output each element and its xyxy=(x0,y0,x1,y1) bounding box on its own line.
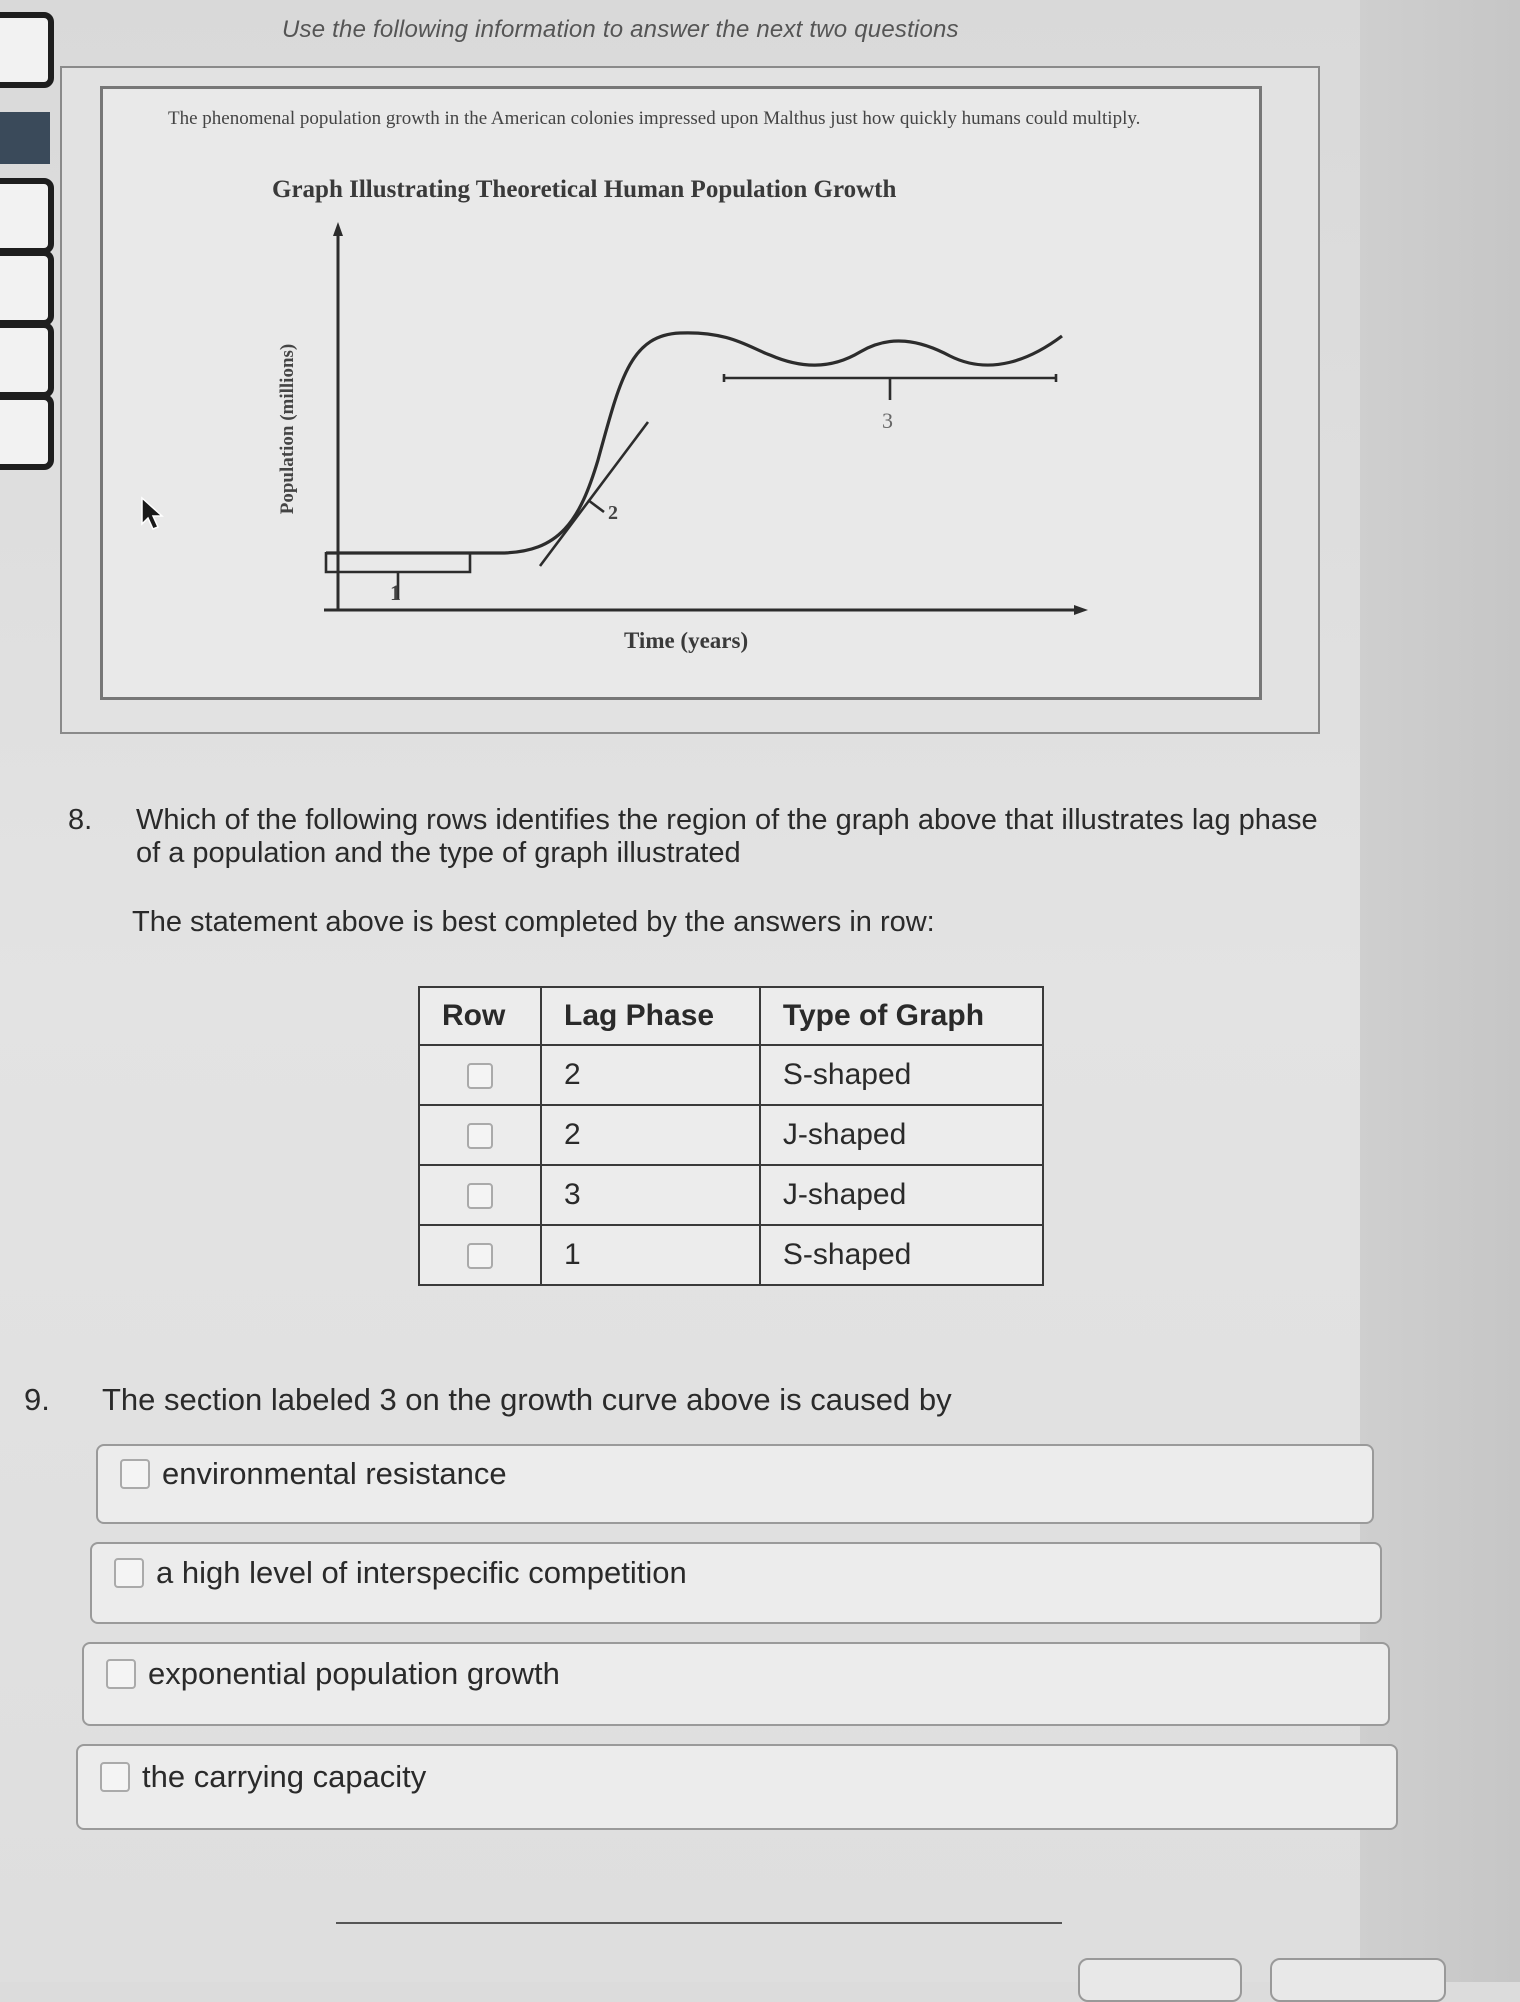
nav-button[interactable] xyxy=(1078,1958,1242,2002)
header-row: Row xyxy=(419,987,541,1045)
row-select-cell[interactable] xyxy=(419,1045,541,1105)
checkbox-icon[interactable] xyxy=(106,1659,136,1689)
row-select-cell[interactable] xyxy=(419,1105,541,1165)
table-row xyxy=(419,1165,1043,1225)
graph-type-cell: S-shaped xyxy=(760,1225,1043,1285)
growth-curve-graph xyxy=(0,0,1520,760)
table-row xyxy=(419,1105,1043,1165)
bracket-region-2 xyxy=(540,422,648,566)
checkbox-icon[interactable] xyxy=(114,1558,144,1588)
lag-phase-cell: 2 xyxy=(541,1105,760,1165)
graph-type-cell: S-shaped xyxy=(760,1045,1043,1105)
checkbox-icon[interactable] xyxy=(120,1459,150,1489)
population-curve xyxy=(326,333,1062,553)
option-label: the carrying capacity xyxy=(142,1759,427,1794)
x-axis-arrow xyxy=(1074,605,1088,615)
option-carrying-capacity[interactable] xyxy=(76,1744,1398,1830)
nav-button[interactable] xyxy=(1270,1958,1446,2002)
arrow-cursor-icon xyxy=(138,496,168,532)
lag-phase-cell: 1 xyxy=(541,1225,760,1285)
graph-x-label: Time (years) xyxy=(624,628,749,653)
region-label-1: 1 xyxy=(390,580,401,605)
option-interspecific-competition[interactable] xyxy=(90,1542,1382,1624)
table-row xyxy=(419,1225,1043,1285)
option-environmental-resistance[interactable] xyxy=(96,1444,1374,1524)
lag-phase-cell: 3 xyxy=(541,1165,760,1225)
region-label-3: 3 xyxy=(882,408,893,433)
option-label: exponential population growth xyxy=(148,1656,560,1691)
intro-instruction: Use the following information to answer the next two questions xyxy=(282,16,959,43)
header-lag-phase: Lag Phase xyxy=(541,987,760,1045)
table-header-row xyxy=(419,987,1043,1045)
question-9-number: 9. xyxy=(24,1382,50,1417)
question-9-text: The section labeled 3 on the growth curve above is caused by xyxy=(102,1382,952,1417)
divider-line xyxy=(336,1922,1062,1924)
graph-y-label: Population (millions) xyxy=(277,343,298,515)
y-axis-arrow xyxy=(333,222,343,236)
graph-type-cell: J-shaped xyxy=(760,1105,1043,1165)
option-label: a high level of interspecific competition xyxy=(156,1555,687,1590)
checkbox-icon[interactable] xyxy=(467,1243,493,1269)
checkbox-icon[interactable] xyxy=(467,1063,493,1089)
row-select-cell[interactable] xyxy=(419,1165,541,1225)
bracket-region-1 xyxy=(326,552,470,572)
question-8-number: 8. xyxy=(68,804,93,836)
table-row xyxy=(419,1045,1043,1105)
checkbox-icon[interactable] xyxy=(467,1123,493,1149)
lag-phase-cell: 2 xyxy=(541,1045,760,1105)
region-label-2: 2 xyxy=(608,502,618,524)
option-exponential-growth[interactable] xyxy=(82,1642,1390,1726)
bracket-region-2-tick xyxy=(588,500,604,512)
checkbox-icon[interactable] xyxy=(100,1762,130,1792)
question-8-text: Which of the following rows identifies the region of the graph above that illustrates lag phase of a population and the type of graph illustrated xyxy=(136,804,1318,869)
graph-title: Graph Illustrating Theoretical Human Population Growth xyxy=(272,176,897,203)
graph-type-cell: J-shaped xyxy=(760,1165,1043,1225)
row-select-cell[interactable] xyxy=(419,1225,541,1285)
option-label: environmental resistance xyxy=(162,1456,507,1491)
question-8-subtext: The statement above is best completed by the answers in row: xyxy=(132,906,935,938)
figure-caption: The phenomenal population growth in the American colonies impressed upon Malthus just how quickly humans could multiply. xyxy=(168,108,1141,129)
header-type-of-graph: Type of Graph xyxy=(760,987,1043,1045)
checkbox-icon[interactable] xyxy=(467,1183,493,1209)
answer-table xyxy=(418,986,1044,1286)
